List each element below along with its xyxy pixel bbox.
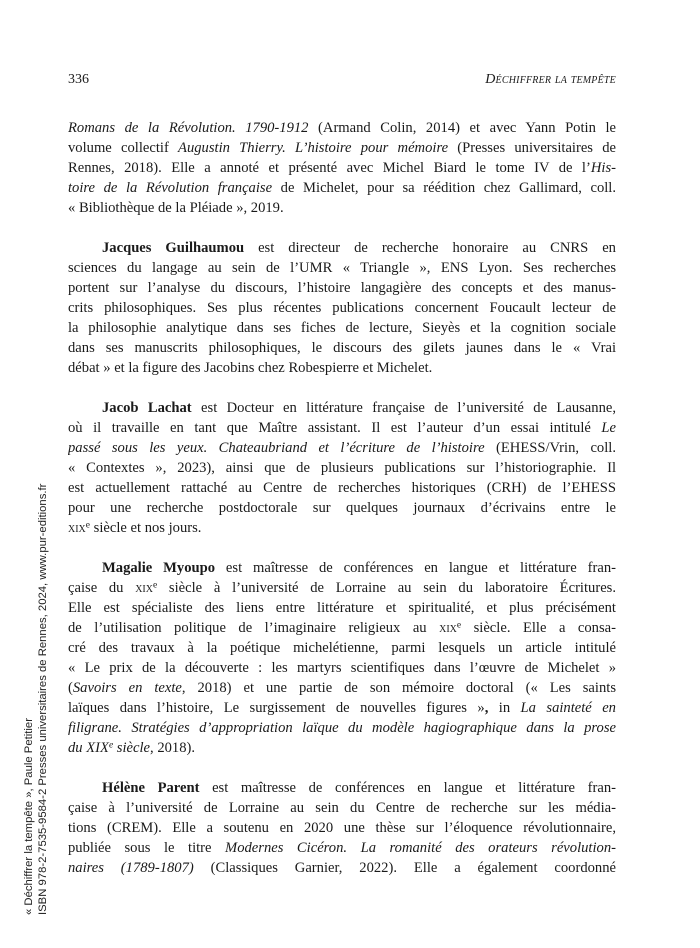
text-line	[68, 638, 616, 658]
text-run: est Docteur en littérature française de l’université de Lausanne,	[191, 400, 616, 416]
text-run: Rennes, 2018). Elle a annoté et présenté avec Michel Biard le tome IV de l’	[68, 160, 591, 176]
text-run: tions (CREM). Elle a soutenu en 2020 une thèse sur l’éloquence révolutionnaire,	[68, 820, 616, 836]
text-run: portent sur l’analyse du discours, l’histoire langagière des concepts et des manus-	[68, 280, 616, 296]
text-line	[68, 178, 616, 198]
text-run: « Bibliothèque de la Pléiade », 2019.	[68, 200, 284, 216]
text-run: crits philosophiques. Ses plus récentes publications concernent Foucault lecteur de	[68, 300, 616, 316]
italic-text: Augustin Thierry. L’histoire pour mémoire	[178, 140, 449, 156]
text-line	[68, 158, 616, 178]
text-line	[68, 818, 616, 838]
page-body	[68, 118, 616, 898]
text-run: siècle. Elle a consa-	[461, 620, 616, 636]
text-run: (EHESS/Vrin, coll.	[484, 440, 616, 456]
text-line	[68, 118, 616, 138]
small-caps-numeral: xix	[135, 580, 153, 596]
text-run: (	[68, 680, 73, 696]
text-line	[68, 478, 616, 498]
side-notice-title: « Déchiffrer la tempête », Paule Petitier	[23, 718, 35, 915]
text-run: la philosophie analytique dans ses fiches de lecture, Sieyès et la cognition sociale	[68, 320, 616, 336]
italic-text: siècle	[113, 740, 151, 756]
italic-text: His-	[590, 160, 616, 176]
text-run: dans ses manuscrits philosophiques, le discours des gilets jaunes dans le « Vrai	[68, 340, 616, 356]
text-run: siècle à l’université de Lorraine au sein du laboratoire Écritures.	[157, 580, 616, 596]
text-run: siècle et nos jours.	[90, 520, 202, 536]
text-line	[68, 658, 616, 678]
text-line	[68, 438, 616, 458]
paragraph	[68, 398, 616, 538]
italic-text: du XIX	[68, 740, 109, 756]
text-line	[68, 338, 616, 358]
italic-text: naires (1789-1807)	[68, 860, 194, 876]
text-line	[68, 718, 616, 738]
text-line	[68, 518, 616, 538]
text-run: (Armand Colin, 2014) et avec Yann Potin le	[308, 120, 616, 136]
page-number: 336	[68, 72, 89, 87]
text-run: de l’utilisation politique de l’imaginaire religieux au	[68, 620, 440, 636]
running-title: Déchiffrer la tempête	[485, 72, 616, 87]
text-run: publiée sous le titre	[68, 840, 226, 856]
text-line	[68, 398, 616, 418]
text-run: débat » et la figure des Jacobins chez Robespierre et Michelet.	[68, 360, 433, 376]
bold-author-name: Jacques Guilhaumou	[102, 240, 245, 256]
paragraph	[68, 778, 616, 878]
italic-text: Savoirs en texte	[72, 680, 182, 696]
superscript: e	[456, 620, 462, 631]
italic-text: La sainteté en	[520, 700, 616, 716]
text-run: (Presses universitaires de	[448, 140, 616, 156]
text-run: (Classiques Garnier, 2022). Elle a également coordonné	[193, 860, 616, 876]
text-line	[68, 558, 616, 578]
bold-author-name: Jacob Lachat	[102, 400, 192, 416]
text-line	[68, 858, 616, 878]
paragraph	[68, 238, 616, 378]
bold-author-name: ,	[484, 700, 489, 716]
text-run: pour une recherche postdoctorale sur quelques journaux d’écrivains entre le	[68, 500, 616, 516]
text-line	[68, 458, 616, 478]
text-run: est maîtresse de conférences en langue et littérature fran-	[199, 780, 616, 796]
text-line	[68, 278, 616, 298]
text-run: in	[488, 700, 521, 716]
text-run: , 2018) et une partie de son mémoire doctoral (« Les saints	[181, 680, 616, 696]
side-notice-isbn: ISBN 978-2-7535-9584-2 Presses universitaires de Rennes, 2024, www.pur-editions.fr	[37, 483, 49, 915]
italic-text: Modernes Cicéron. La romanité des orateurs révolution-	[225, 840, 616, 856]
superscript: e	[152, 580, 158, 591]
small-caps-numeral: xix	[439, 620, 457, 636]
text-run: Elle est spécialiste des liens entre littérature et spiritualité, et plus précisément	[68, 600, 616, 616]
bold-author-name: Hélène Parent	[102, 780, 200, 796]
text-line	[68, 498, 616, 518]
text-run: est directeur de recherche honoraire au CNRS en	[244, 240, 616, 256]
text-line	[68, 838, 616, 858]
text-run: , 2018).	[150, 740, 196, 756]
superscript: e	[85, 520, 90, 531]
text-line	[68, 258, 616, 278]
text-run: « Le prix de la découverte : les martyrs scientifiques dans l’œuvre de Michelet »	[68, 660, 616, 676]
text-line	[68, 678, 616, 698]
superscript: e	[108, 740, 114, 751]
text-run: sciences du langage au sein de l’UMR « Triangle », ENS Lyon. Ses recherches	[68, 260, 616, 276]
text-run: çaise du	[68, 580, 136, 596]
text-line	[68, 138, 616, 158]
text-line	[68, 358, 616, 378]
text-line	[68, 298, 616, 318]
text-run: de Michelet, pour sa réédition chez Gallimard, coll.	[272, 180, 616, 196]
text-line	[68, 798, 616, 818]
text-run: est actuellement rattaché au Centre de recherches historiques (CRH) de l’EHESS	[68, 480, 616, 496]
text-run: volume collectif	[68, 140, 179, 156]
paragraph	[68, 558, 616, 758]
text-line	[68, 698, 616, 718]
text-run: çaise à l’université de Lorraine au sein du Centre de recherche sur les média-	[68, 800, 616, 816]
paragraph	[68, 118, 616, 218]
text-line	[68, 738, 616, 758]
text-line	[68, 418, 616, 438]
text-line	[68, 578, 616, 598]
italic-text: toire de la Révolution française	[68, 180, 273, 196]
text-run: laïques dans l’histoire, Le surgissement de nouvelles figures »	[68, 700, 485, 716]
text-run: « Contextes », 2023), ainsi que de plusieurs publications sur l’historiographie. Il	[68, 460, 616, 476]
italic-text: passé sous les yeux. Chateaubriand et l’écriture de l’histoire	[68, 440, 485, 456]
text-run: cré des travaux à la poétique michelétienne, parmi lesquels un article intitulé	[68, 640, 616, 656]
side-copyright-notice	[22, 484, 50, 915]
text-line	[68, 598, 616, 618]
italic-text: Romans de la Révolution. 1790-1912	[68, 120, 309, 136]
text-run: est maîtresse de conférences en langue et littérature fran-	[215, 560, 616, 576]
small-caps-numeral: xix	[68, 520, 86, 536]
text-line	[68, 198, 616, 218]
text-line	[68, 318, 616, 338]
text-run: où il travaille en tant que Maître assistant. Il est l’auteur d’un essai intitulé	[68, 420, 602, 436]
italic-text: Le	[601, 420, 616, 436]
text-line	[68, 778, 616, 798]
text-line	[68, 618, 616, 638]
text-line	[68, 238, 616, 258]
bold-author-name: Magalie Myoupo	[102, 560, 216, 576]
italic-text: filigrane. Stratégies d’appropriation laïque du modèle hagiographique dans la prose	[68, 720, 616, 736]
